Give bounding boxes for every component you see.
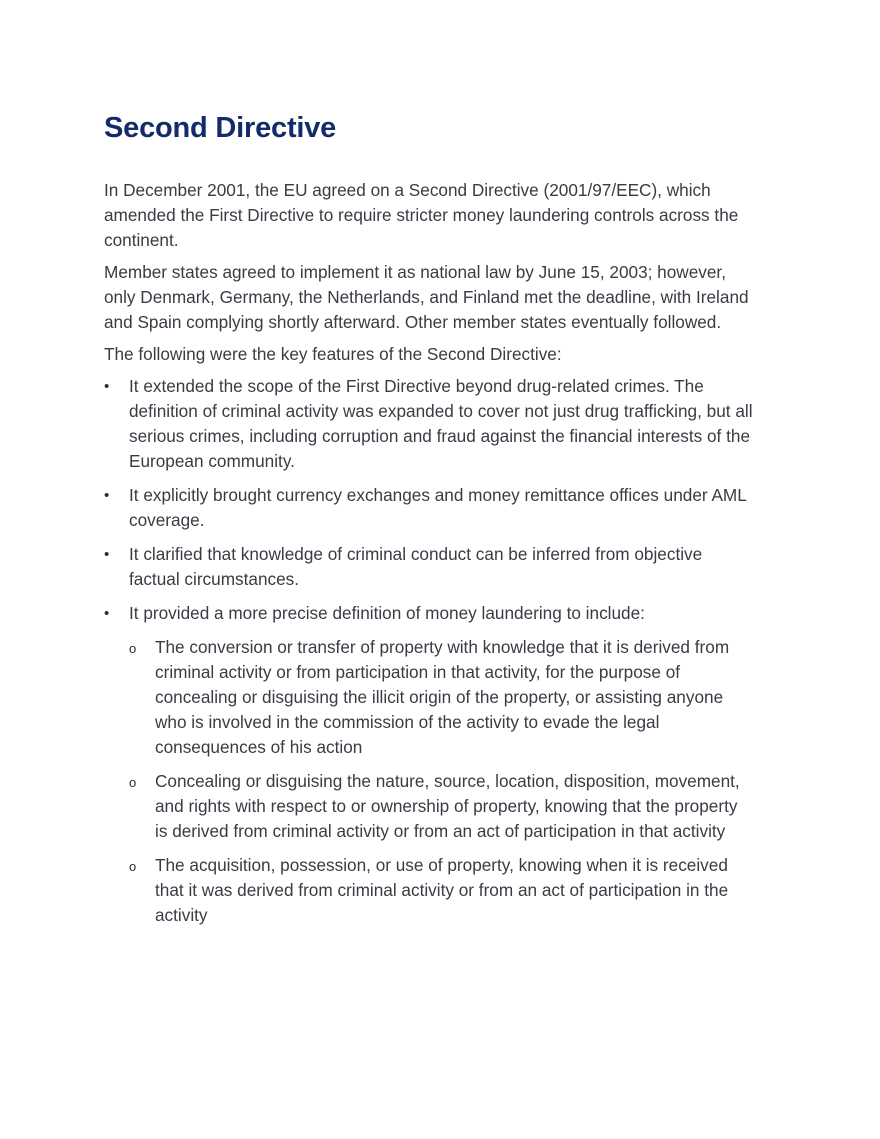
list-item	[104, 374, 754, 474]
sub-list-item	[129, 769, 754, 844]
paragraph-member-states: Member states agreed to implement it as national law by June 15, 2003; however, only Denmark, Germany, the Netherlands, and Finland met the deadline, with Ireland and Spain complying shortly afterward. Other member states eventually followed.	[104, 262, 749, 332]
sub-list-item	[129, 853, 754, 928]
list-item-text: It extended the scope of the First Directive beyond drug-related crimes. The definition of criminal activity was expanded to cover not just drug trafficking, but all serious crimes, including corruption and fraud against the financial interests of the European community.	[129, 376, 753, 471]
list-item-text: It explicitly brought currency exchanges and money remittance offices under AML coverage.	[129, 485, 747, 530]
circle-bullet-icon: o	[129, 641, 137, 656]
sub-list-item-text: The acquisition, possession, or use of property, knowing when it is received that it was derived from criminal activity or from an act of participation in the activity	[155, 855, 729, 925]
sub-list-item-text: Concealing or disguising the nature, source, location, disposition, movement, and rights with respect to or ownership of property, knowing that the property is derived from criminal activity or from an act of participation in that activity	[155, 771, 740, 841]
list-item-text: It provided a more precise definition of money laundering to include:	[129, 603, 645, 623]
sub-list-item-text: The conversion or transfer of property with knowledge that it is derived from criminal activity or from participation in that activity, for the purpose of concealing or disguising the illicit origin of the property, or assisting anyone who is involved in the commission of the activity to evade the legal consequences of his action	[155, 637, 730, 757]
list-item	[104, 542, 754, 592]
sub-list-item	[129, 635, 754, 760]
paragraph-key-features: The following were the key features of the Second Directive:	[104, 344, 562, 364]
bullet-icon: •	[104, 605, 110, 622]
bullet-icon: •	[104, 487, 110, 504]
document-page	[104, 108, 754, 937]
section-heading: Second Directive	[104, 112, 337, 144]
bullet-icon: •	[104, 546, 110, 563]
list-item	[104, 483, 754, 533]
key-features-list	[104, 374, 754, 928]
circle-bullet-icon: o	[129, 775, 137, 790]
definition-sublist	[129, 635, 754, 928]
bullet-icon: •	[104, 378, 110, 395]
paragraph-intro: In December 2001, the EU agreed on a Second Directive (2001/97/EEC), which amended the First Directive to require stricter money laundering controls across the continent.	[104, 180, 739, 250]
circle-bullet-icon: o	[129, 859, 137, 874]
list-item-text: It clarified that knowledge of criminal conduct can be inferred from objective factual circumstances.	[129, 544, 703, 589]
list-item	[104, 601, 754, 928]
